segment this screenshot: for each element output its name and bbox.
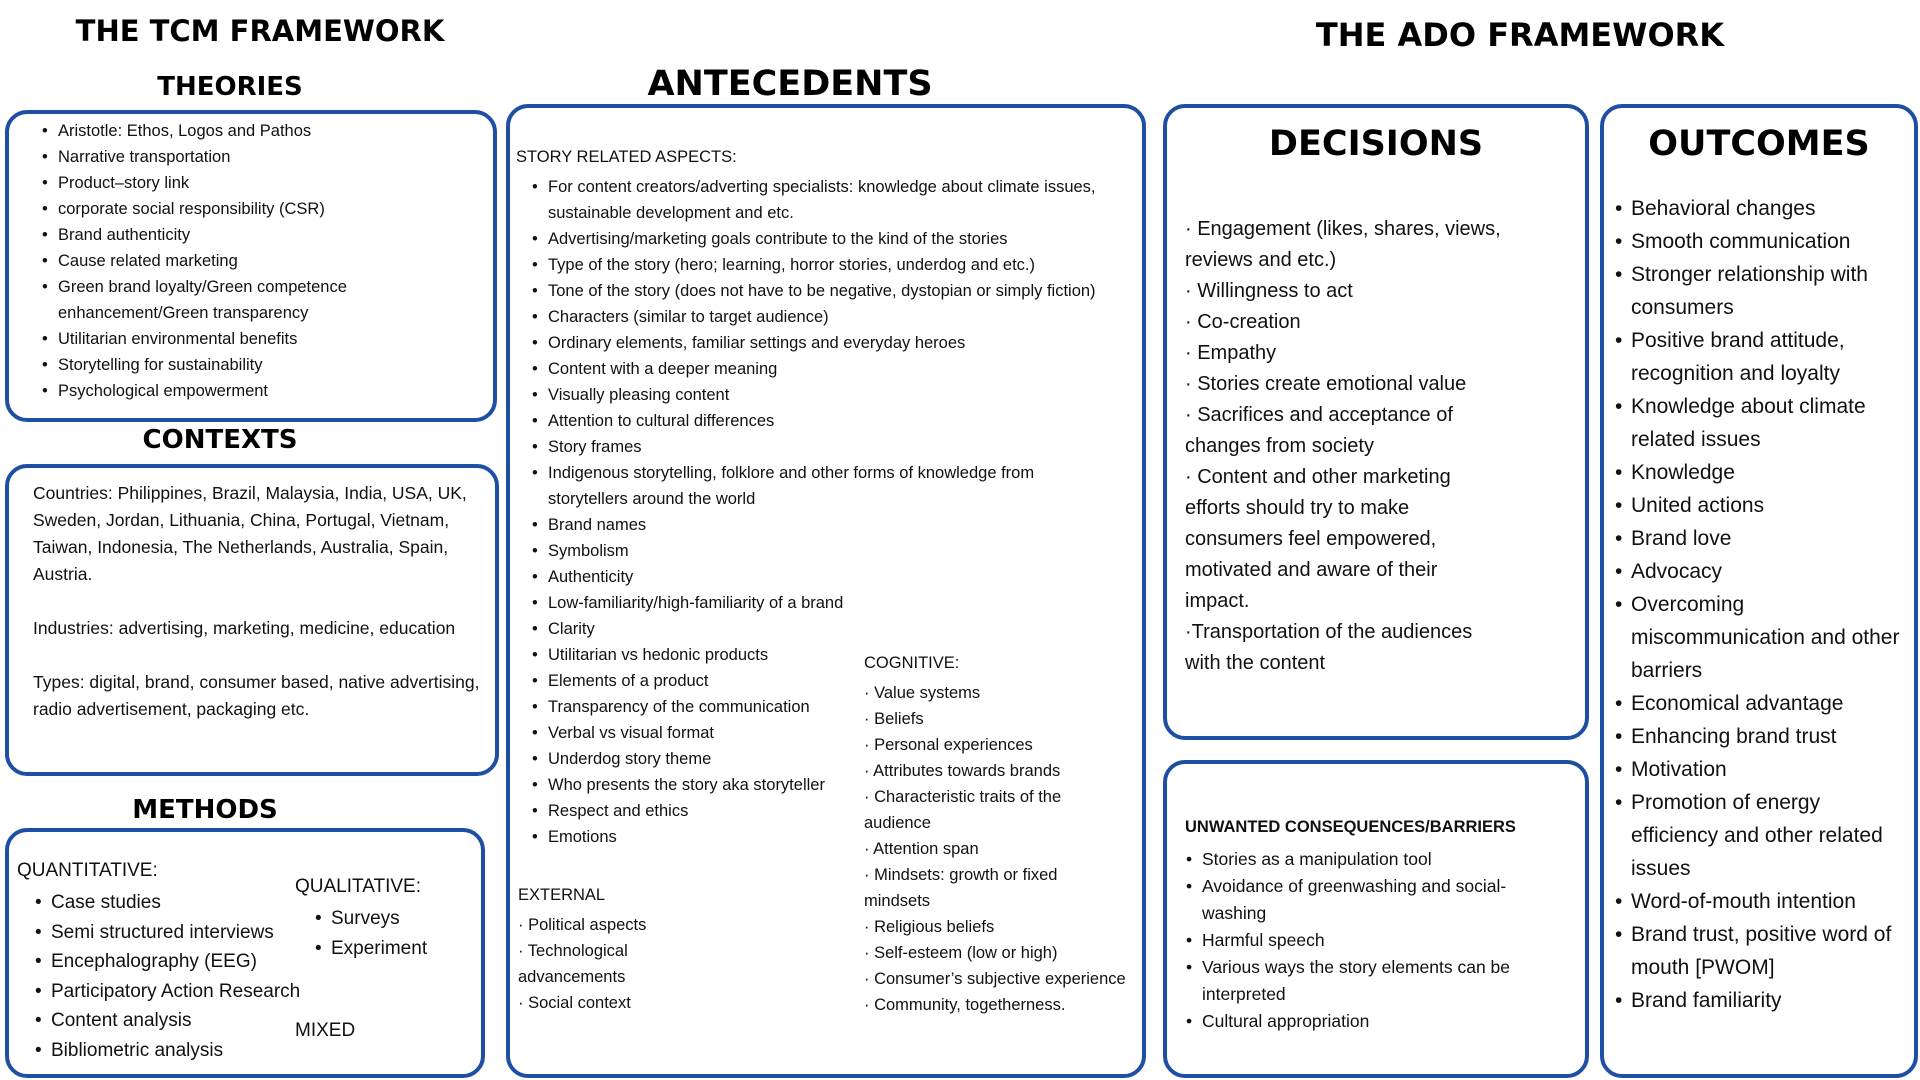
cognitive-list bbox=[864, 680, 1146, 1018]
contexts-title: CONTEXTS bbox=[142, 425, 298, 455]
list-item: • Verbal vs visual format bbox=[548, 720, 1138, 746]
list-item: • Tone of the story (does not have to be negative, dystopian or simply fiction) bbox=[548, 278, 1138, 304]
list-item: • Brand familiarity bbox=[1631, 984, 1920, 1017]
list-item: • Indigenous storytelling, folklore and other forms of knowledge from storytellers around the world bbox=[548, 460, 1078, 512]
list-item: · Political aspects bbox=[518, 916, 647, 934]
list-item: • Authenticity bbox=[548, 564, 1138, 590]
list-item: • Characters (similar to target audience) bbox=[548, 304, 1138, 330]
list-item: • Brand names bbox=[548, 512, 1138, 538]
list-item: • Stories as a manipulation tool bbox=[1202, 846, 1532, 873]
qualitative-label: QUALITATIVE: bbox=[295, 876, 421, 897]
list-item: • Motivation bbox=[1631, 753, 1920, 786]
story-aspects-label: STORY RELATED ASPECTS: bbox=[516, 148, 737, 166]
decisions-title: DECISIONS bbox=[1268, 124, 1484, 164]
list-item: • Ordinary elements, familiar settings and everyday heroes bbox=[548, 330, 1138, 356]
list-item: • Economical advantage bbox=[1631, 687, 1920, 720]
antecedents-title: ANTECEDENTS bbox=[647, 64, 933, 104]
barriers-label: UNWANTED CONSEQUENCES/BARRIERS bbox=[1185, 818, 1516, 836]
decisions-box bbox=[1163, 104, 1589, 740]
contexts-types: Types: digital, brand, consumer based, native advertising, radio advertisement, packaging etc. bbox=[33, 672, 480, 719]
external-label: EXTERNAL bbox=[518, 886, 606, 904]
list-item: • Transparency of the communication bbox=[548, 694, 1138, 720]
list-item: • Smooth communication bbox=[1631, 225, 1920, 258]
list-item: • Stronger relationship with consumers bbox=[1631, 258, 1901, 324]
list-item: • Psychological empowerment bbox=[58, 378, 488, 404]
list-item: • Attention to cultural differences bbox=[548, 408, 1138, 434]
list-item: • Symbolism bbox=[548, 538, 1138, 564]
list-item: • Encephalography (EEG) bbox=[51, 947, 351, 977]
list-item: • Content analysis bbox=[51, 1006, 351, 1036]
theories-list bbox=[58, 118, 488, 404]
list-item: • Overcoming miscommunication and other barriers bbox=[1631, 588, 1920, 687]
list-item: · Empathy bbox=[1185, 342, 1277, 364]
list-item: · Sacrifices and acceptance of changes from society bbox=[1185, 404, 1453, 457]
list-item: • Avoidance of greenwashing and social-washing bbox=[1202, 873, 1522, 927]
qualitative-list bbox=[331, 904, 481, 963]
outcomes-title: OUTCOMES bbox=[1648, 124, 1870, 164]
list-item: · Engagement (likes, shares, views, reviews and etc.) bbox=[1185, 218, 1501, 271]
list-item: • Visually pleasing content bbox=[548, 382, 1138, 408]
contexts-industries: Industries: advertising, marketing, medicine, education bbox=[33, 618, 456, 638]
list-item: • Emotions bbox=[548, 824, 1138, 850]
list-item: • Green brand loyalty/Green competence enhancement/Green transparency bbox=[58, 274, 388, 326]
list-item: · Religious beliefs bbox=[864, 918, 995, 936]
theories-title: THEORIES bbox=[157, 72, 303, 102]
mixed-label: MIXED bbox=[295, 1020, 356, 1041]
outcomes-list bbox=[1631, 192, 1920, 1017]
list-item: • Utilitarian vs hedonic products bbox=[548, 642, 1138, 668]
list-item: · Technological advancements bbox=[518, 942, 628, 986]
list-item: • Various ways the story elements can be interpreted bbox=[1202, 954, 1522, 1008]
list-item: • Behavioral changes bbox=[1631, 192, 1920, 225]
list-item: · Community, togetherness. bbox=[864, 996, 1066, 1014]
list-item: · Co-creation bbox=[1185, 311, 1301, 333]
ado-framework-title: THE ADO FRAMEWORK bbox=[1315, 16, 1725, 54]
list-item: • Knowledge bbox=[1631, 456, 1920, 489]
list-item: • Clarity bbox=[548, 616, 1138, 642]
list-item: • Promotion of energy efficiency and other related issues bbox=[1631, 786, 1901, 885]
list-item: • corporate social responsibility (CSR) bbox=[58, 196, 488, 222]
list-item: · Mindsets: growth or fixed mindsets bbox=[864, 866, 1058, 910]
list-item: • Advertising/marketing goals contribute to the kind of the stories bbox=[548, 226, 1138, 252]
list-item: • Case studies bbox=[51, 888, 351, 918]
list-item: · Attention span bbox=[864, 840, 979, 858]
list-item: • Who presents the story aka storyteller bbox=[548, 772, 1138, 798]
list-item: · Willingness to act bbox=[1185, 280, 1353, 302]
list-item: • Brand authenticity bbox=[58, 222, 488, 248]
list-item: • Bibliometric analysis bbox=[51, 1036, 351, 1066]
list-item: • Underdog story theme bbox=[548, 746, 1138, 772]
list-item: • Participatory Action Research bbox=[51, 977, 351, 1007]
theories-box bbox=[5, 110, 497, 422]
list-item: • Utilitarian environmental benefits bbox=[58, 326, 488, 352]
contexts-countries: Countries: Philippines, Brazil, Malaysia, India, USA, UK, Sweden, Jordan, Lithuania, China, Portugal, Vietnam, Taiwan, Indonesia, The Netherlands, Australia, Spain, Austria. bbox=[33, 483, 467, 584]
antecedents-box bbox=[506, 104, 1146, 1078]
contexts-box bbox=[5, 464, 499, 776]
list-item: • Harmful speech bbox=[1202, 927, 1532, 954]
cognitive-label: COGNITIVE: bbox=[864, 654, 960, 672]
decisions-list bbox=[1185, 214, 1515, 679]
list-item: • Surveys bbox=[331, 904, 481, 934]
list-item: · Attributes towards brands bbox=[864, 762, 1061, 780]
list-item: • Cause related marketing bbox=[58, 248, 488, 274]
list-item: · Value systems bbox=[864, 684, 981, 702]
tcm-framework-title: THE TCM FRAMEWORK bbox=[75, 14, 445, 48]
barriers-box bbox=[1163, 760, 1589, 1078]
list-item: • Low-familiarity/high-familiarity of a brand bbox=[548, 590, 1138, 616]
list-item: · Beliefs bbox=[864, 710, 924, 728]
list-item: • Experiment bbox=[331, 934, 481, 964]
list-item: • Positive brand attitude, recognition and loyalty bbox=[1631, 324, 1901, 390]
list-item: · Self-esteem (low or high) bbox=[864, 944, 1058, 962]
list-item: · Content and other marketing efforts should try to make consumers feel empowered, motivated and aware of their impact. bbox=[1185, 466, 1451, 612]
list-item: · Characteristic traits of the audience bbox=[864, 788, 1062, 832]
quantitative-label: QUANTITATIVE: bbox=[17, 860, 158, 881]
list-item: • Narrative transportation bbox=[58, 144, 488, 170]
list-item: • For content creators/adverting specialists: knowledge about climate issues, sustainable development and etc. bbox=[548, 174, 1128, 226]
list-item: • Knowledge about climate related issues bbox=[1631, 390, 1901, 456]
list-item: · Consumer’s subjective experience bbox=[864, 970, 1126, 988]
barriers-list bbox=[1202, 846, 1532, 1035]
list-item: · Stories create emotional value bbox=[1185, 373, 1467, 395]
list-item: • Brand trust, positive word of mouth [PWOM] bbox=[1631, 918, 1916, 984]
list-item: ·Transportation of the audiences with the content bbox=[1185, 621, 1473, 674]
list-item: • Enhancing brand trust bbox=[1631, 720, 1920, 753]
methods-title: METHODS bbox=[132, 795, 278, 825]
list-item: • Content with a deeper meaning bbox=[548, 356, 1138, 382]
methods-box bbox=[5, 828, 485, 1078]
list-item: • Semi structured interviews bbox=[51, 918, 351, 948]
list-item: · Personal experiences bbox=[864, 736, 1033, 754]
outcomes-box bbox=[1600, 104, 1918, 1078]
list-item: • Type of the story (hero; learning, horror stories, underdog and etc.) bbox=[548, 252, 1138, 278]
list-item: • United actions bbox=[1631, 489, 1920, 522]
list-item: • Product–story link bbox=[58, 170, 488, 196]
list-item: • Storytelling for sustainability bbox=[58, 352, 488, 378]
list-item: • Story frames bbox=[548, 434, 1138, 460]
list-item: • Brand love bbox=[1631, 522, 1920, 555]
list-item: · Social context bbox=[518, 994, 631, 1012]
list-item: • Advocacy bbox=[1631, 555, 1920, 588]
list-item: • Elements of a product bbox=[548, 668, 1138, 694]
contexts-text bbox=[33, 480, 495, 723]
list-item: • Respect and ethics bbox=[548, 798, 1138, 824]
external-list bbox=[518, 912, 648, 1016]
list-item: • Aristotle: Ethos, Logos and Pathos bbox=[58, 118, 488, 144]
list-item: • Cultural appropriation bbox=[1202, 1008, 1532, 1035]
list-item: • Word-of-mouth intention bbox=[1631, 885, 1920, 918]
